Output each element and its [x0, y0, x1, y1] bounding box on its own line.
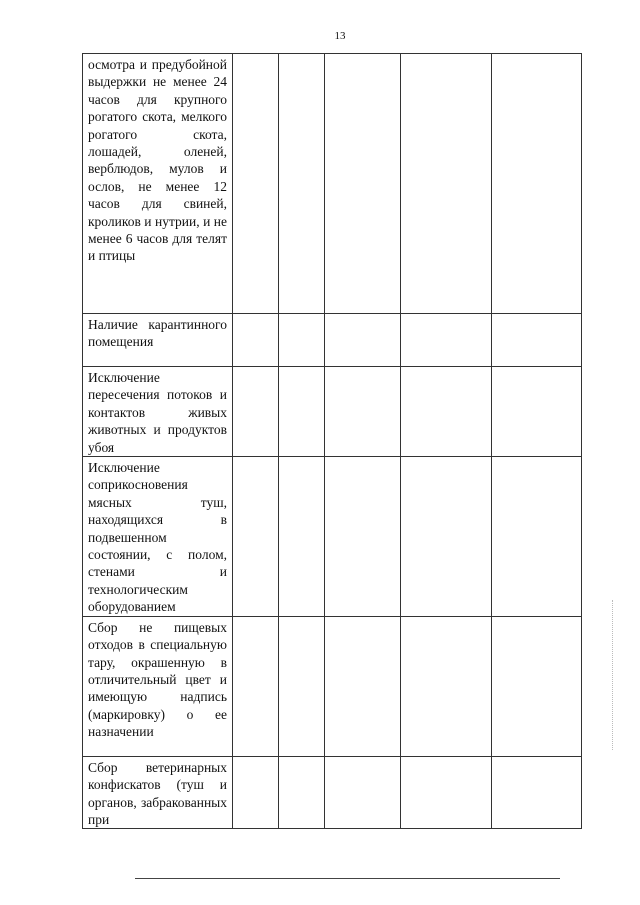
empty-cell	[233, 367, 279, 457]
table-row	[83, 314, 582, 367]
scan-artifact	[610, 600, 613, 750]
empty-cell	[325, 616, 401, 756]
bottom-rule	[135, 878, 560, 879]
empty-cell	[492, 457, 582, 617]
empty-cell	[492, 54, 582, 314]
empty-cell	[492, 756, 582, 829]
empty-cell	[401, 54, 492, 314]
empty-cell	[401, 616, 492, 756]
empty-cell	[279, 457, 325, 617]
table-row	[83, 54, 582, 314]
table-row	[83, 616, 582, 756]
empty-cell	[492, 616, 582, 756]
requirement-cell: Сбор ветеринарных конфискатов (туш и органов, забракованных при	[83, 756, 233, 829]
empty-cell	[401, 314, 492, 367]
requirement-cell: осмотра и предубойной выдержки не менее 24 часов для крупного рогатого скота, мелкого рогатого скота, лошадей, оленей, верблюдов, мулов и ослов, не менее 12 часов для свиней, кроликов и нутрии, и не менее 6 часов для телят и птицы	[83, 54, 233, 314]
table-row	[83, 367, 582, 457]
empty-cell	[325, 457, 401, 617]
requirement-cell: Исключение соприкосновения мясных туш, находящихся в подвешенном состоянии, с полом, стенами и технологическим оборудованием	[83, 457, 233, 617]
requirement-cell: Исключение пересечения потоков и контактов живых животных и продуктов убоя	[83, 367, 233, 457]
table-row	[83, 457, 582, 617]
empty-cell	[279, 54, 325, 314]
empty-cell	[233, 314, 279, 367]
page-number: 13	[334, 30, 346, 42]
empty-cell	[325, 314, 401, 367]
empty-cell	[279, 314, 325, 367]
requirement-cell: Сбор не пищевых отходов в специальную тару, окрашенную в отличительный цвет и имеющую надпись (маркировку) о ее назначении	[83, 616, 233, 756]
empty-cell	[233, 616, 279, 756]
empty-cell	[279, 756, 325, 829]
requirements-table	[82, 53, 582, 829]
empty-cell	[233, 756, 279, 829]
empty-cell	[401, 457, 492, 617]
empty-cell	[279, 367, 325, 457]
empty-cell	[325, 756, 401, 829]
empty-cell	[325, 367, 401, 457]
empty-cell	[492, 314, 582, 367]
empty-cell	[233, 457, 279, 617]
requirement-cell: Наличие карантинного помещения	[83, 314, 233, 367]
empty-cell	[279, 616, 325, 756]
empty-cell	[325, 54, 401, 314]
table-row	[83, 756, 582, 829]
empty-cell	[401, 756, 492, 829]
empty-cell	[492, 367, 582, 457]
empty-cell	[401, 367, 492, 457]
empty-cell	[233, 54, 279, 314]
